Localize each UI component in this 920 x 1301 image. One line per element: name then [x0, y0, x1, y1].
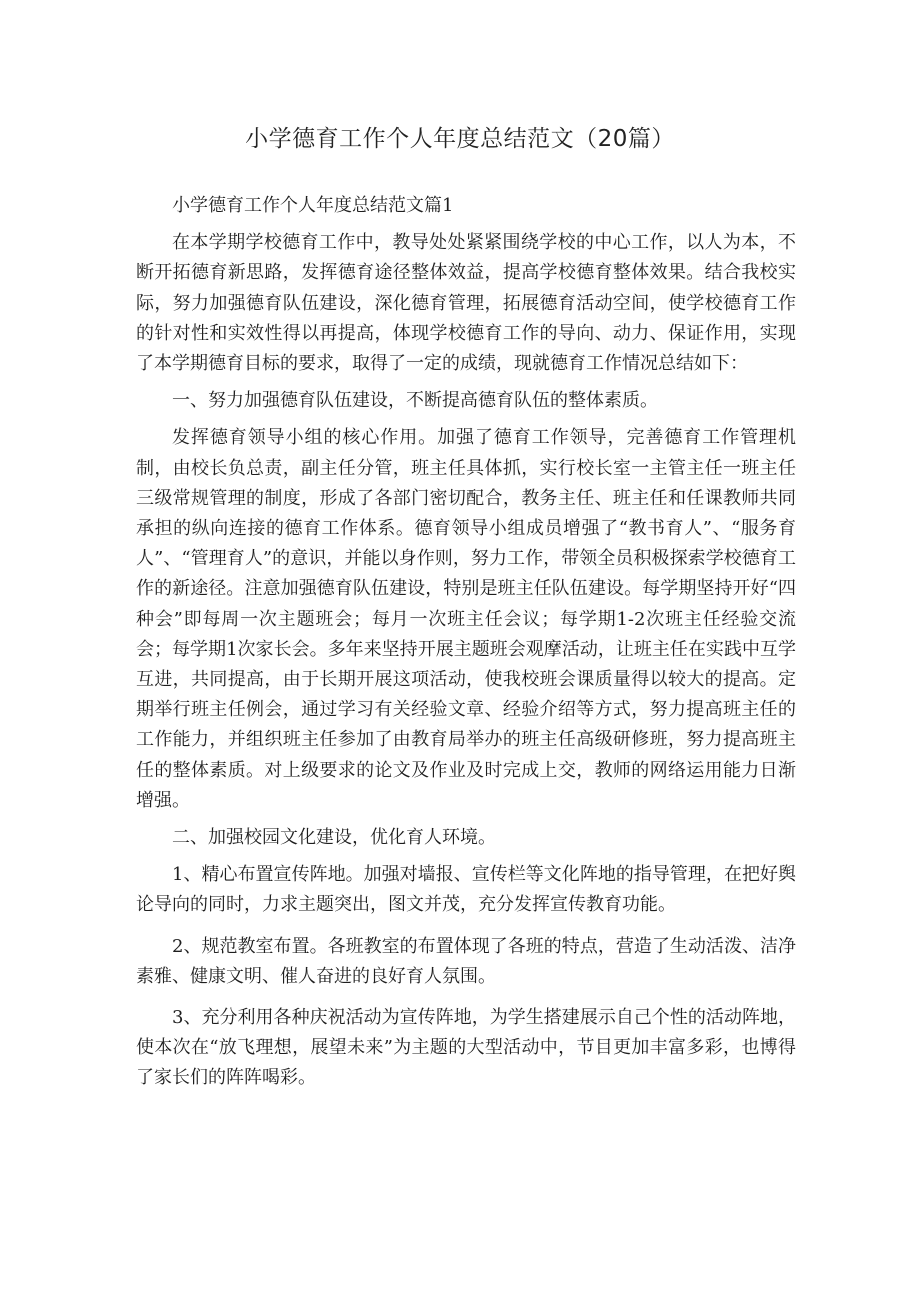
section-heading-article-1: 小学德育工作个人年度总结范文篇1 — [172, 195, 454, 216]
document-body — [136, 191, 796, 1094]
body-paragraph: 发挥德育领导小组的核心作用。加强了德育工作领导，完善德育工作管理机制，由校长负总责，副主任分管，班主任具体抓，实行校长室一主管主任一班主任三级常规管理的制度，形成了各部门密切配合，教务主任、班主任和任课教师共同承担的纵向连接的德育工作体系。德育领导小组成员增强了“教书育人”、“服务育人”、“管理育人”的意识，并能以身作则，努力工作，带领全员积极探索学校德育工作的新途径。注意加强德育队伍建设，特别是班主任队伍建设。每学期坚持开好“四种会”即每周一次主题班会；每月一次班主任会议；每学期1-2次班主任经验交流会；每学期1次家长会。多年来坚持开展主题班会观摩活动，让班主任在实践中互学互进，共同提高，由于长期开展这项活动，使我校班会课质量得以较大的提高。定期举行班主任例会，通过学习有关经验文章、经验介绍等方式，努力提高班主任的工作能力，并组织班主任参加了由教育局举办的班主任高级研修班，努力提高班主任的整体素质。对上级要求的论文及作业及时完成上交，教师的网络运用能力日渐增强。 — [136, 427, 796, 811]
document-title: 小学德育工作个人年度总结范文（20篇） — [245, 126, 675, 152]
section-heading-1: 一、努力加强德育队伍建设，不断提高德育队伍的整体素质。 — [172, 390, 658, 412]
list-item-1: 1、精心布置宣传阵地。加强对墙报、宣传栏等文化阵地的指导管理，在把好舆论导向的同时，力求主题突出，图文并茂，充分发挥宣传教育功能。 — [136, 864, 796, 916]
list-item-2: 2、规范教室布置。各班教室的布置体现了各班的特点，营造了生动活泼、洁净素雅、健康文明、催人奋进的良好育人氛围。 — [136, 935, 796, 987]
section-heading-2: 二、加强校园文化建设，优化育人环境。 — [172, 827, 496, 849]
intro-paragraph: 在本学期学校德育工作中，教导处处紧紧围绕学校的中心工作，以人为本，不断开拓德育新思路，发挥德育途径整体效益，提高学校德育整体效果。结合我校实际，努力加强德育队伍建设，深化德育管理，拓展德育活动空间，使学校德育工作的针对性和实效性得以再提高，体现学校德育工作的导向、动力、保证作用，实现了本学期德育目标的要求，取得了一定的成绩，现就德育工作情况总结如下： — [136, 232, 796, 375]
list-item-3: 3、充分利用各种庆祝活动为宣传阵地，为学生搭建展示自己个性的活动阵地，使本次在“放飞理想，展望未来”为主题的大型活动中，节目更加丰富多彩，也博得了家长们的阵阵喝彩。 — [136, 1007, 796, 1089]
